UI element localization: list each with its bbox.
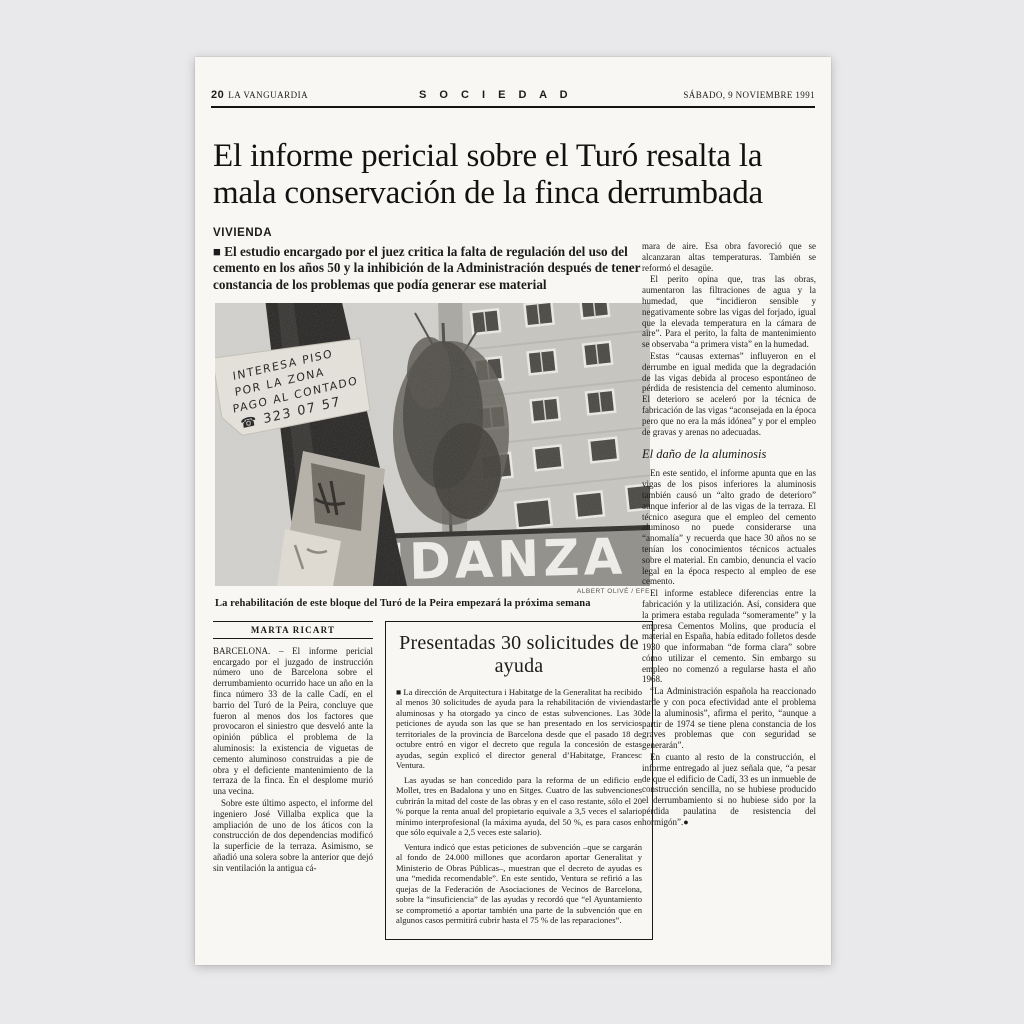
page-date: SÁBADO, 9 NOVIEMBRE 1991 (683, 90, 815, 100)
sidebar-box-text (396, 687, 642, 926)
body-paragraph: ■ La dirección de Arquitectura i Habitatge de la Generalitat ha recibido al menos 30 solicitudes de ayuda para la rehabilitación de viviendas aluminosas y ha otorgado ya cinco de estas subvenciones. Las 30 peticiones de ayuda son las que se han presentado en los servicios territoriales de la provincia de Barcelona desde que el pasado 18 de octubre entró en vigor el decreto que regula la concesión de estas ayudas, según explicó el director general d’Habitatge, Francesc Ventura. (396, 686, 642, 771)
body-paragraph: El informe establece diferencias entre la fabricación y la utilización. Así, considera que la primera estaba regulada “someramente” y la empresa Cementos Molins, que producía el material en España, había editado folletos desde 1930 que informaban “de forma clara” sobre cómo utilizar el cemento. Sin embargo su empleo no comenzó a regularse hasta el año 1968. (642, 588, 816, 685)
body-paragraph: Sobre este último aspecto, el informe del ingeniero José Villalba explica que la ampliación de uno de los áticos con la construcción de dos dependencias modificó la superficie de la terraza. Asimismo, se añadió una solera sobre la anterior que dejó sin ventilación la antigua cá- (213, 798, 373, 873)
section-title: S O C I E D A D (418, 89, 573, 101)
body-paragraph: En este sentido, el informe apunta que en las vigas de los pisos inferiores la aluminosis también causó un “alto grado de deterioro” aunque inferior al de las vigas de la terraza. El técnico asegura que el empleo del cemento aluminoso no puede considerarse una “anomalía” y recuerda que hace 30 años no se tenían los conocimientos técnicos actuales sobre el material. En cambio, denuncia el vacío legal en la época respecto al empleo de ese cemento. (642, 468, 816, 587)
body-paragraph: “La Administración española ha reaccionado tarde y con poca efectividad ante el problema de la aluminosis”, afirma el perito, “aunque a partir de 1974 se tiene plena constancia de los graves problemas que con seguridad se generarán”. (642, 686, 816, 751)
column-subhead: El daño de la aluminosis (642, 447, 767, 462)
left-column-text (213, 646, 373, 874)
article-lede: ■ El estudio encargado por el juez critica la falta de regulación del uso del cemento en los años 50 y la inhibición de la Administración después de tener constancia de los problemas que podía generar ese material (213, 243, 641, 293)
headline-line-1: El informe pericial sobre el Turó resalta la (213, 138, 763, 174)
article-headline (213, 138, 815, 213)
body-paragraph: El perito opina que, tras las obras, aumentaron las filtraciones de agua y la humedad, que “incidieron sensible y negativamente sobre las vigas del forjado, igual que la elevada temperatura en la cámara de aire”. Para el perito, la falta de mantenimiento se observaba “a primera vista” en la humedad. (642, 274, 816, 350)
newspaper-page (195, 57, 831, 965)
news-photo (215, 303, 650, 586)
photo-credit: ALBERT OLIVÉ / EFE (576, 587, 650, 595)
left-column (213, 621, 373, 875)
headline-line-2: mala conservación de la finca derrumbada (213, 175, 763, 212)
body-paragraph: BARCELONA. – El informe pericial encargado por el juzgado de instrucción número uno de Barcelona sobre el derrumbamiento ocurrido hace un año en la finca número 33 de la calle Cadí, en el barrio del Turó de la Peira, concluye que fueron al menos dos los factores que provocaron el siniestro que desveló ante la opinión pública el problema de la aluminosis: la existencia de viguetas de cemento aluminoso construidas a pie de obra y el deficiente mantenimiento de la terraza de la finca. En el desplome murió una vecina. (213, 645, 373, 797)
body-paragraph: Las ayudas se han concedido para la reforma de un edificio en Mollet, tres en Badalona y uno en Sitges. Cuatro de las subvenciones cubrirán la mitad del coste de las obras y en el caso restante, sólo el 20 % porque la renta anual del propietario equivale a 3,5 veces el salario mínimo interprofesional (la máxima ayuda, del 50 %, es para casos en que sólo equivale a 2,5 veces este salario). (396, 774, 642, 838)
body-paragraph: Ventura indicó que estas peticiones de subvención –que se cargarán al fondo de 24.000 millones que acordaron aportar Generalitat y Ministerio de Obras Públicas–, muestran que el decreto de ayudas es una “medida recomendable”. En este sentido, Ventura se refirió a las quejas de la Federación de Asociaciones de Vecinos de Barcelona, sobre la “insuficiencia” de las ayudas y recordó que “el Ayuntamiento se comprometió a aportar también una parte de la subvención que en algunos casos permitirá cubrir hasta el 75 % de las reparaciones”. (396, 841, 642, 926)
page-number: 20 (211, 89, 225, 101)
lower-columns (213, 621, 653, 940)
right-column (642, 241, 816, 937)
body-paragraph: Estas “causas externas” influyeron en el derrumbe en igual medida que la degradación de las vigas debida al proceso espontáneo de pérdida de resistencia del cemento aluminoso. El deterioro se aceleró por la técnica de fabricación de las vigas “aconsejada en la época pero que no era la más idónea” y por el empleo de gravas y arenas no adecuadas. (642, 350, 816, 437)
page-number-and-title (211, 89, 308, 101)
body-paragraph: En cuanto al resto de la construcción, el informe entregado al juez señala que, “a pesar de que el edificio de Cadí, 33 es un inmueble de construcción sencilla, no se hubiese producido el derrumbamiento si no hubiese sido por la pérdida paulatina de resistencia del hormigón”.● (642, 752, 816, 827)
photo-block (215, 303, 650, 609)
sidebar-box (385, 621, 653, 940)
byline: MARTA RICART (213, 621, 373, 639)
section-kicker: VIVIENDA (213, 226, 273, 239)
page-header (211, 89, 815, 108)
photo-caption: La rehabilitación de este bloque del Turó de la Peira empezará la próxima semana (215, 597, 591, 609)
newspaper-name: LA VANGUARDIA (228, 90, 309, 100)
photo-grain (215, 303, 650, 586)
body-paragraph: mara de aire. Esa obra favoreció que se alcanzaran altas temperaturas. También se reformó el desagüe. (642, 241, 816, 273)
sidebar-box-title: Presentadas 30 solicitudes de ayuda (399, 631, 639, 677)
